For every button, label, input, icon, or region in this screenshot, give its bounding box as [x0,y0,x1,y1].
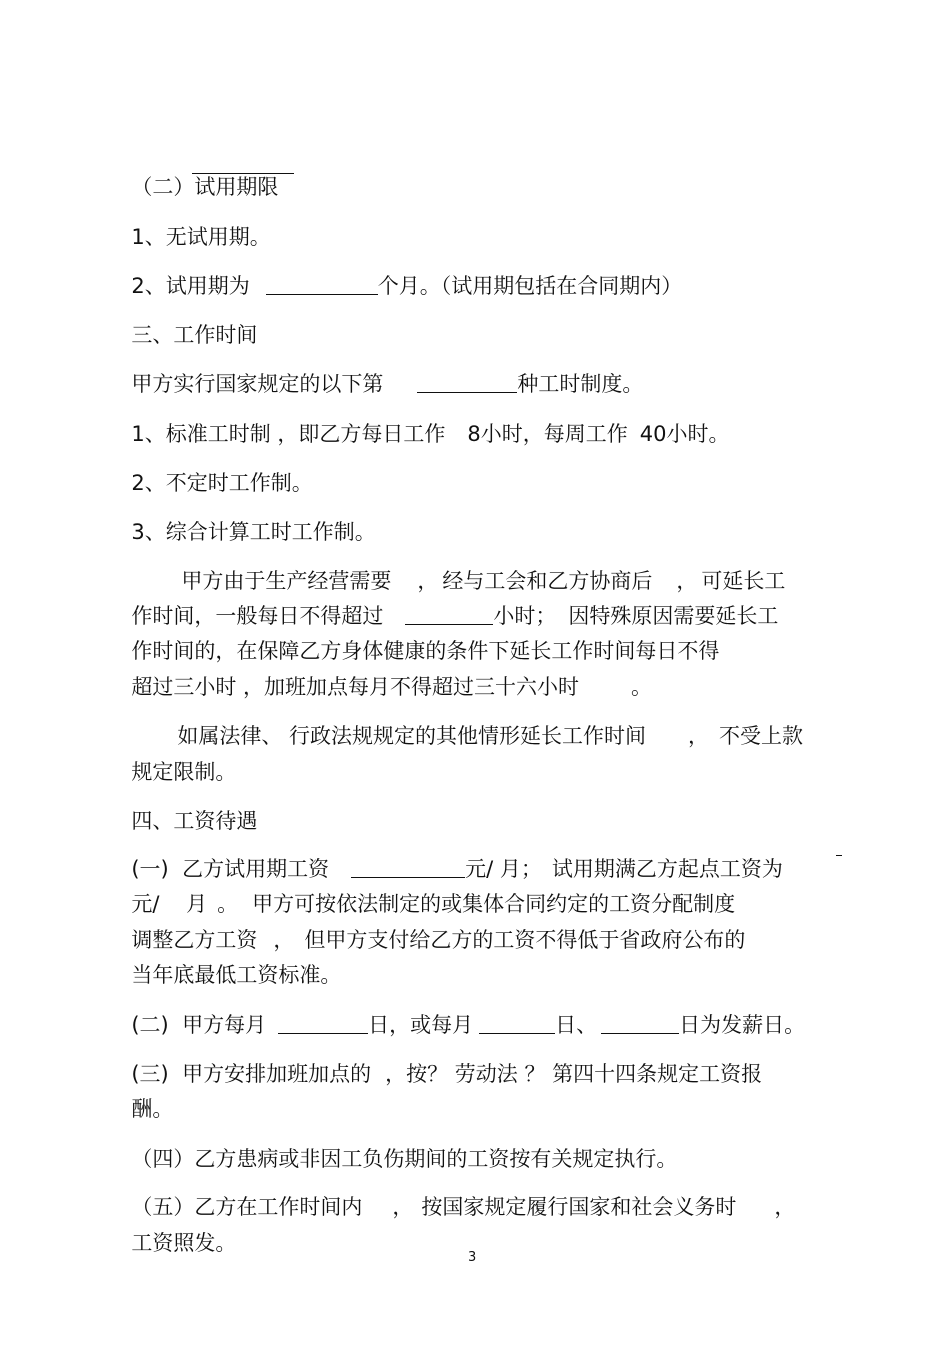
paragraph-line: 甲方实行国家规定的以下第 种工时制度。 [131,372,644,396]
blank-field-working-hour-system[interactable] [417,372,517,393]
text: （二）试用期限 [131,175,279,199]
paragraph-line: 作时间的，在保障乙方身体健康的条件下延长工作时间每日不得 [131,639,720,663]
paragraph-line: (一) 乙方试用期工资 元/ 月； 试用期满乙方起点工资为 [131,857,783,881]
paragraph-line: (三) 甲方安排加班加点的 ，按？ 劳动法 ？ 第四十四条规定工资报 [131,1062,763,1086]
paragraph-line: 工资照发。 [131,1231,237,1255]
paragraph-line: 超过三小时 ，加班加点每月不得超过三十六小时 。 [131,675,653,699]
heading-wages: 四、工资待遇 [131,809,258,833]
blank-field-payday-1[interactable] [278,1013,368,1034]
paragraph-line: 2、试用期为 个月。（试用期包括在合同期内） [131,274,683,298]
paragraph-line: 元/ 月 。 甲方可按依法制定的或集体合同约定的工资分配制度 [131,892,736,916]
paragraph-line: 调整乙方工资 ， 但甲方支付给乙方的工资不得低于省政府公布的 [131,928,746,952]
paragraph-line: (二) 甲方每月 日，或每月 日、 日为发薪日。 [131,1013,806,1037]
paragraph-line: （四）乙方患病或非因工负伤期间的工资按有关规定执行。 [131,1147,678,1171]
paragraph-line: 1、无试用期。 [131,225,271,249]
underline-rule [192,173,294,174]
paragraph-line: 3、综合计算工时工作制。 [131,520,376,544]
paragraph-line: 甲方由于生产经营需要 ， 经与工会和乙方协商后 ， 可延长工 [181,569,786,593]
blank-field-payday-2[interactable] [479,1013,555,1034]
paragraph-line: 1、标准工时制 ，即乙方每日工作 8小时，每周工作 40小时。 [131,422,730,446]
heading-probation-term [118,148,278,200]
heading-working-hours: 三、工作时间 [131,323,258,347]
paragraph-line: 酬。 [131,1097,174,1121]
underline-rule [836,855,842,856]
paragraph-line: （五）乙方在工作时间内 ， 按国家规定履行国家和社会义务时 ， [131,1195,796,1219]
blank-field-probation-months[interactable] [266,274,378,295]
paragraph-line: 作时间，一般每日不得超过 小时； 因特殊原因需要延长工 [131,604,779,628]
blank-field-payday-3[interactable] [601,1013,679,1034]
paragraph-line: 规定限制。 [131,760,237,784]
paragraph-line: 当年底最低工资标准。 [131,963,342,987]
paragraph-line: 如属法律、 行政法规规定的其他情形延长工作时间 ， 不受上款 [177,724,804,748]
page-number: 3 [468,1250,477,1265]
paragraph-line: 2、不定时工作制。 [131,471,313,495]
